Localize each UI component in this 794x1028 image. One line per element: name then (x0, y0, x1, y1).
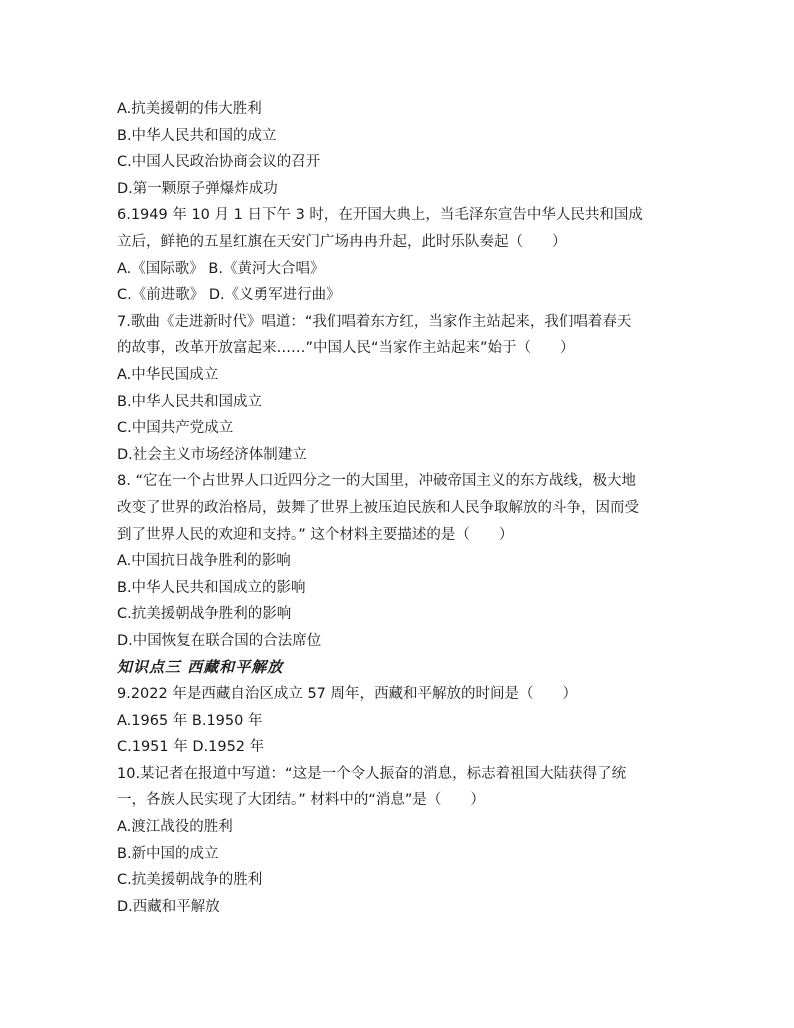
q4-option-a: A.抗美援朝的伟大胜利 (117, 101, 262, 117)
q8-stem-line-3: 到了世界人民的欢迎和支持。” 这个材料主要描述的是（ ） (117, 526, 514, 543)
q6-stem-line-2: 立后，鲜艳的五星红旗在天安门广场冉冉升起，此时乐队奏起（ ） (117, 233, 567, 250)
q8-option-a: A.中国抗日战争胜利的影响 (117, 553, 291, 570)
question-8 (117, 468, 687, 654)
q4-option-d: D.第一颗原子弹爆炸成功 (117, 180, 278, 197)
q10-stem-line-1: 10.某记者在报道中写道：“这是一个令人振奋的消息，标志着祖国大陆获得了统 (117, 765, 627, 782)
q8-stem-line-1: 8. “它在一个占世界人口近四分之一的大国里，冲破帝国主义的东方战线，极大地 (117, 473, 636, 490)
q10-option-b: B.新中国的成立 (117, 845, 219, 862)
q4-option-b: B.中华人民共和国的成立 (117, 127, 277, 144)
question-9 (117, 681, 687, 761)
q6-stem-line-1: 6.1949 年 10 月 1 日下午 3 时，在开国大典上，当毛泽东宣告中华人民共和国成 (117, 207, 643, 224)
section-heading-knowledge-point-3: 知识点三 西藏和平解放 (117, 658, 284, 677)
q10-stem-line-2: 一，各族人民实现了大团结。” 材料中的“消息”是（ ） (117, 792, 485, 809)
q9-stem: 9.2022 年是西藏自治区成立 57 周年，西藏和平解放的时间是（ ） (117, 686, 578, 703)
q7-option-b: B.中华人民共和国成立 (117, 393, 263, 410)
q6-options-line-2: C.《前进歌》 D.《义勇军进行曲》 (117, 287, 341, 304)
q8-option-b: B.中华人民共和国成立的影响 (117, 579, 306, 596)
q7-stem-line-2: 的故事，改革开放富起来……”中国人民“当家作主站起来”始于（ ） (117, 340, 575, 357)
question-6 (117, 202, 687, 308)
q10-option-a: A.渡江战役的胜利 (117, 819, 233, 836)
document-page (117, 96, 687, 920)
q10-option-d: D.西藏和平解放 (117, 898, 220, 915)
q4-option-c: C.中国人民政治协商会议的召开 (117, 154, 321, 171)
q7-option-a: A.中华民国成立 (117, 366, 219, 383)
question-10 (117, 761, 687, 921)
q7-option-d: D.社会主义市场经济体制建立 (117, 446, 307, 463)
q8-option-c: C.抗美援朝战争胜利的影响 (117, 606, 292, 623)
q10-option-c: C.抗美援朝战争的胜利 (117, 872, 263, 889)
q6-options-line-1: A.《国际歌》 B.《黄河大合唱》 (117, 260, 325, 277)
q8-stem-line-2: 改变了世界的政治格局，鼓舞了世界上被压迫民族和人民争取解放的斗争，因而受 (117, 499, 639, 516)
question-7 (117, 309, 687, 469)
question-4-options (117, 96, 687, 202)
q9-options-line-1: A.1965 年 B.1950 年 (117, 712, 263, 729)
q7-stem-line-1: 7.歌曲《走进新时代》唱道：“我们唱着东方红，当家作主站起来，我们唱着春天 (117, 313, 632, 330)
q9-options-line-2: C.1951 年 D.1952 年 (117, 739, 265, 756)
q8-option-d: D.中国恢复在联合国的合法席位 (117, 632, 322, 649)
q7-option-c: C.中国共产党成立 (117, 420, 234, 437)
